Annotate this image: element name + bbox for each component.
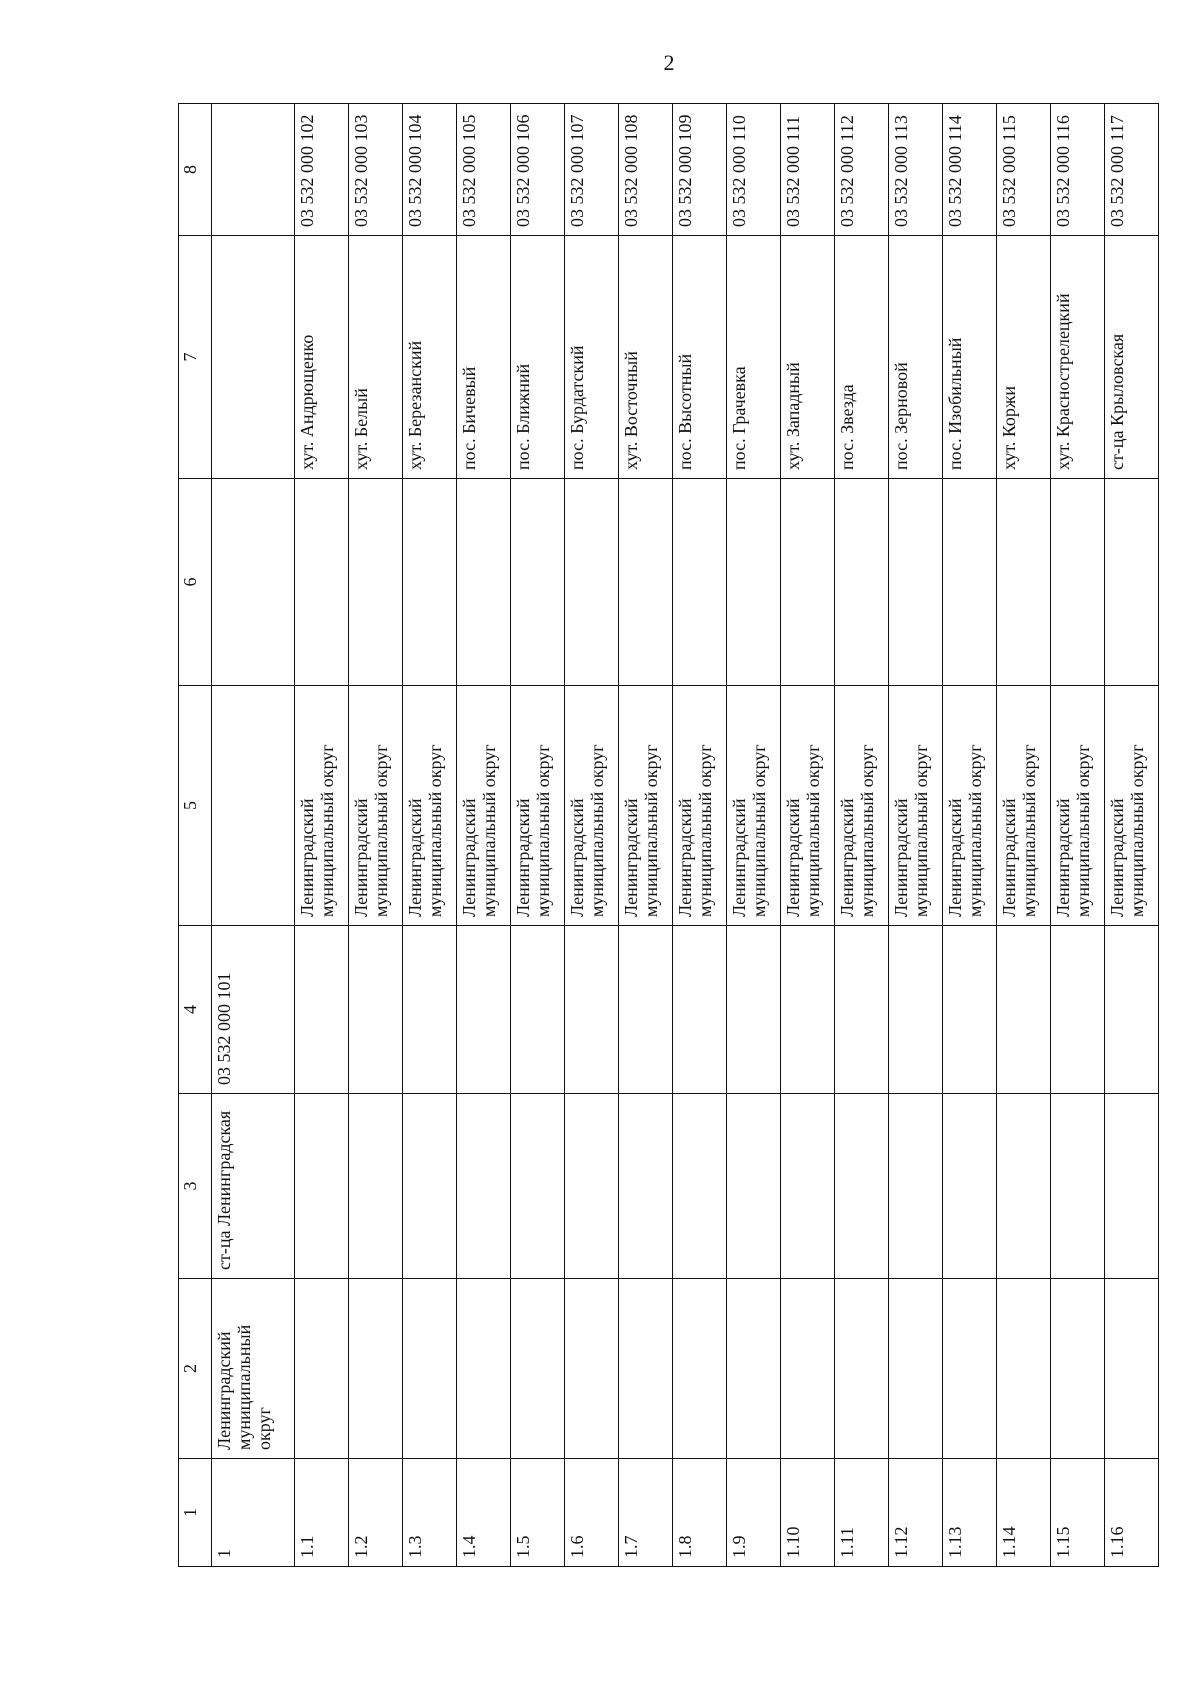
locality-cell: пос. Зерновой (889, 236, 943, 479)
row-number: 1.5 (511, 1459, 565, 1567)
table-row (403, 104, 457, 1567)
municipality-cell: Ленинградский муниципальный округ (349, 686, 403, 926)
municipality-cell: Ленинградский муниципальный округ (295, 686, 349, 926)
empty-cell (1051, 1279, 1105, 1459)
row-number: 1.6 (565, 1459, 619, 1567)
municipality-cell: Ленинградский муниципальный округ (997, 686, 1051, 926)
district-row (212, 104, 295, 1567)
empty-cell (619, 1094, 673, 1279)
table-row (1105, 104, 1159, 1567)
code-cell: 03 532 000 106 (511, 104, 565, 236)
municipality-cell: Ленинградский муниципальный округ (835, 686, 889, 926)
municipality-cell: Ленинградский муниципальный округ (889, 686, 943, 926)
code-cell: 03 532 000 117 (1105, 104, 1159, 236)
empty-cell (212, 104, 295, 236)
empty-cell (619, 926, 673, 1094)
table-row (727, 104, 781, 1567)
column-numbers-row (179, 104, 212, 1567)
empty-cell (835, 926, 889, 1094)
empty-cell (997, 479, 1051, 686)
code-cell: 03 532 000 109 (673, 104, 727, 236)
empty-cell (889, 1094, 943, 1279)
empty-cell (403, 1279, 457, 1459)
row-number: 1.10 (781, 1459, 835, 1567)
empty-cell (943, 1094, 997, 1279)
table-row (565, 104, 619, 1567)
locality-cell: хут. Краснострелецкий (1051, 236, 1105, 479)
empty-cell (673, 1279, 727, 1459)
empty-cell (295, 479, 349, 686)
empty-cell (212, 479, 295, 686)
empty-cell (727, 479, 781, 686)
empty-cell (349, 1279, 403, 1459)
municipality-cell: Ленинградский муниципальный округ (565, 686, 619, 926)
code-cell: 03 532 000 103 (349, 104, 403, 236)
code-cell: 03 532 000 113 (889, 104, 943, 236)
empty-cell (673, 479, 727, 686)
empty-cell (212, 236, 295, 479)
locality-cell: хут. Коржи (997, 236, 1051, 479)
empty-cell (835, 479, 889, 686)
empty-cell (673, 926, 727, 1094)
empty-cell (295, 1279, 349, 1459)
row-number: 1.4 (457, 1459, 511, 1567)
row-number: 1.11 (835, 1459, 889, 1567)
row-number: 1.15 (1051, 1459, 1105, 1567)
row-number: 1.12 (889, 1459, 943, 1567)
code-cell: 03 532 000 102 (295, 104, 349, 236)
locality-cell: хут. Андрющенко (295, 236, 349, 479)
locality-cell: пос. Изобильный (943, 236, 997, 479)
admin-center: ст-ца Ленинградская (212, 1094, 295, 1279)
row-number: 1.1 (295, 1459, 349, 1567)
municipality-cell: Ленинградский муниципальный округ (1051, 686, 1105, 926)
empty-cell (781, 1094, 835, 1279)
empty-cell (943, 926, 997, 1094)
code-cell: 03 532 000 114 (943, 104, 997, 236)
row-number: 1.16 (1105, 1459, 1159, 1567)
locality-cell: пос. Бичевый (457, 236, 511, 479)
locality-cell: хут. Западный (781, 236, 835, 479)
row-number: 1.2 (349, 1459, 403, 1567)
empty-cell (1105, 479, 1159, 686)
row-number: 1 (212, 1459, 295, 1567)
empty-cell (565, 1094, 619, 1279)
empty-cell (457, 926, 511, 1094)
empty-cell (781, 1279, 835, 1459)
empty-cell (295, 926, 349, 1094)
empty-cell (673, 1094, 727, 1279)
table-row (943, 104, 997, 1567)
empty-cell (1051, 926, 1105, 1094)
empty-cell (403, 926, 457, 1094)
locality-cell: хут. Восточный (619, 236, 673, 479)
municipality-cell: Ленинградский муниципальный округ (457, 686, 511, 926)
empty-cell (997, 1279, 1051, 1459)
empty-cell (511, 479, 565, 686)
table-row (511, 104, 565, 1567)
municipality-cell: Ленинградский муниципальный округ (511, 686, 565, 926)
column-number: 8 (179, 104, 212, 236)
municipality-cell: Ленинградский муниципальный округ (673, 686, 727, 926)
empty-cell (212, 686, 295, 926)
empty-cell (511, 1279, 565, 1459)
district-name: Ленинградский муниципальный округ (212, 1279, 295, 1459)
empty-cell (727, 1094, 781, 1279)
rotated-table-wrapper (178, 104, 1148, 1567)
empty-cell (565, 1279, 619, 1459)
locality-cell: пос. Звезда (835, 236, 889, 479)
empty-cell (619, 479, 673, 686)
empty-cell (349, 479, 403, 686)
empty-cell (457, 1094, 511, 1279)
empty-cell (781, 926, 835, 1094)
code-cell: 03 532 000 108 (619, 104, 673, 236)
empty-cell (565, 926, 619, 1094)
municipality-cell: Ленинградский муниципальный округ (727, 686, 781, 926)
locality-cell: хут. Белый (349, 236, 403, 479)
locality-cell: пос. Высотный (673, 236, 727, 479)
empty-cell (997, 926, 1051, 1094)
locality-cell: хут. Березанский (403, 236, 457, 479)
row-number: 1.7 (619, 1459, 673, 1567)
column-number: 3 (179, 1094, 212, 1279)
empty-cell (943, 1279, 997, 1459)
empty-cell (1051, 479, 1105, 686)
column-number: 4 (179, 926, 212, 1094)
empty-cell (403, 479, 457, 686)
code-cell: 03 532 000 104 (403, 104, 457, 236)
table-row (835, 104, 889, 1567)
page-number: 2 (663, 50, 675, 75)
locality-cell: пос. Бурдатский (565, 236, 619, 479)
empty-cell (1051, 1094, 1105, 1279)
column-number: 2 (179, 1279, 212, 1459)
municipality-cell: Ленинградский муниципальный округ (781, 686, 835, 926)
empty-cell (997, 1094, 1051, 1279)
empty-cell (781, 479, 835, 686)
row-number: 1.9 (727, 1459, 781, 1567)
row-number: 1.3 (403, 1459, 457, 1567)
empty-cell (889, 479, 943, 686)
empty-cell (511, 926, 565, 1094)
column-number: 7 (179, 236, 212, 479)
table-row (781, 104, 835, 1567)
row-number: 1.8 (673, 1459, 727, 1567)
empty-cell (295, 1094, 349, 1279)
empty-cell (1105, 1279, 1159, 1459)
empty-cell (457, 1279, 511, 1459)
locality-cell: ст-ца Крыловская (1105, 236, 1159, 479)
municipality-cell: Ленинградский муниципальный округ (403, 686, 457, 926)
empty-cell (349, 1094, 403, 1279)
code-cell: 03 532 000 107 (565, 104, 619, 236)
table-row (295, 104, 349, 1567)
empty-cell (565, 479, 619, 686)
empty-cell (889, 926, 943, 1094)
table-row (673, 104, 727, 1567)
table-row (997, 104, 1051, 1567)
empty-cell (403, 1094, 457, 1279)
column-number: 6 (179, 479, 212, 686)
empty-cell (727, 1279, 781, 1459)
locality-cell: пос. Ближний (511, 236, 565, 479)
code-cell: 03 532 000 116 (1051, 104, 1105, 236)
table-row (457, 104, 511, 1567)
empty-cell (835, 1279, 889, 1459)
empty-cell (1105, 926, 1159, 1094)
code-cell: 03 532 000 112 (835, 104, 889, 236)
empty-cell (619, 1279, 673, 1459)
locality-cell: пос. Грачевка (727, 236, 781, 479)
empty-cell (511, 1094, 565, 1279)
row-number: 1.14 (997, 1459, 1051, 1567)
code-cell: 03 532 000 105 (457, 104, 511, 236)
code-cell: 03 532 000 115 (997, 104, 1051, 236)
district-code: 03 532 000 101 (212, 926, 295, 1094)
column-number: 1 (179, 1459, 212, 1567)
empty-cell (835, 1094, 889, 1279)
empty-cell (889, 1279, 943, 1459)
code-cell: 03 532 000 110 (727, 104, 781, 236)
column-number: 5 (179, 686, 212, 926)
settlements-table (178, 103, 1159, 1567)
empty-cell (349, 926, 403, 1094)
row-number: 1.13 (943, 1459, 997, 1567)
code-cell: 03 532 000 111 (781, 104, 835, 236)
empty-cell (727, 926, 781, 1094)
table-row (349, 104, 403, 1567)
empty-cell (457, 479, 511, 686)
table-row (889, 104, 943, 1567)
municipality-cell: Ленинградский муниципальный округ (619, 686, 673, 926)
municipality-cell: Ленинградский муниципальный округ (943, 686, 997, 926)
table-row (1051, 104, 1105, 1567)
municipality-cell: Ленинградский муниципальный округ (1105, 686, 1159, 926)
empty-cell (1105, 1094, 1159, 1279)
empty-cell (943, 479, 997, 686)
table-row (619, 104, 673, 1567)
